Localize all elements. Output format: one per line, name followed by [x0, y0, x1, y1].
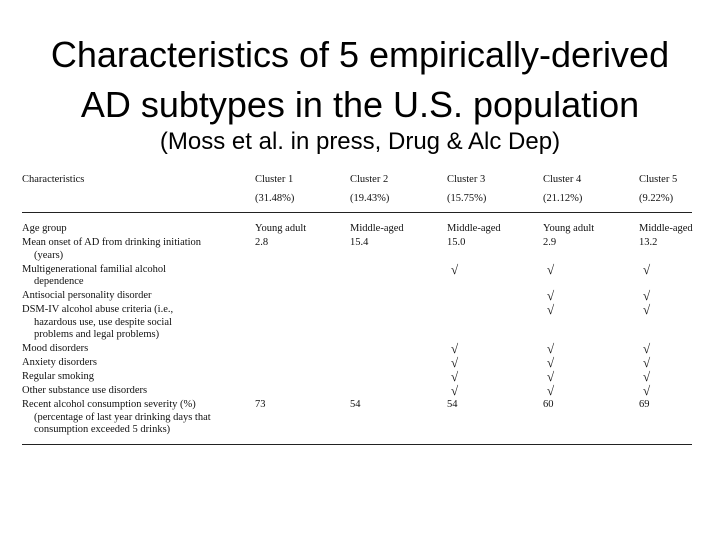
row-label: Other substance use disorders — [22, 385, 148, 396]
row-label: problems and legal problems) — [34, 329, 160, 340]
row-value: Young adult — [255, 223, 307, 234]
row-label: consumption exceeded 5 drinks) — [34, 424, 171, 435]
row-value: Middle-aged — [447, 223, 501, 234]
header-cluster-name: Cluster 3 — [447, 174, 486, 185]
row-label: DSM-IV alcohol abuse criteria (i.e., — [22, 304, 174, 315]
row-value: 15.0 — [447, 237, 466, 248]
row-value: 60 — [543, 399, 554, 410]
check-mark-icon: √ — [643, 288, 651, 303]
check-mark-icon: √ — [451, 383, 459, 398]
characteristics-table — [22, 160, 694, 530]
check-mark-icon: √ — [643, 302, 651, 317]
slide-title-line-1: Characteristics of 5 empirically-derived — [50, 34, 670, 75]
header-cluster-name: Cluster 2 — [350, 174, 389, 185]
row-label: (percentage of last year drinking days that — [34, 411, 211, 423]
header-characteristics: Characteristics — [22, 174, 85, 185]
check-mark-icon: √ — [643, 355, 651, 370]
row-label: dependence — [34, 276, 84, 287]
row-label: Anxiety disorders — [22, 357, 97, 368]
header-rule — [22, 212, 692, 213]
check-mark-icon: √ — [547, 261, 555, 277]
header-cluster-pct: (21.12%) — [543, 193, 583, 204]
row-label: hazardous use, use despite social — [34, 316, 172, 328]
header-cluster-name: Cluster 1 — [255, 174, 294, 185]
row-value: 54 — [350, 399, 361, 410]
row-value: 15.4 — [350, 237, 369, 248]
check-mark-icon: √ — [643, 341, 651, 356]
row-label: Antisocial personality disorder — [22, 290, 152, 301]
check-mark-icon: √ — [547, 341, 555, 356]
check-mark-icon: √ — [451, 369, 459, 384]
row-value: 13.2 — [639, 237, 658, 248]
check-mark-icon: √ — [547, 383, 555, 398]
row-label: Age group — [22, 223, 67, 234]
row-label: Multigenerational familial alcohol — [22, 263, 167, 275]
check-mark-icon: √ — [643, 261, 651, 277]
row-value: Middle-aged — [639, 223, 693, 234]
row-value: 54 — [447, 399, 458, 410]
slide-subtitle: (Moss et al. in press, Drug & Alc Dep) — [159, 128, 561, 155]
row-value: 2.8 — [255, 237, 269, 248]
row-value: Middle-aged — [350, 223, 404, 234]
check-mark-icon: √ — [451, 261, 459, 277]
row-value: Young adult — [543, 223, 595, 234]
header-cluster-pct: (31.48%) — [255, 193, 295, 204]
row-label: Mood disorders — [22, 343, 89, 354]
row-label: Regular smoking — [22, 371, 95, 382]
row-value: 69 — [639, 399, 650, 410]
header-cluster-pct: (19.43%) — [350, 193, 390, 204]
check-mark-icon: √ — [547, 288, 555, 303]
slide-title — [0, 30, 720, 130]
header-cluster-pct: (15.75%) — [447, 193, 487, 204]
row-label: Mean onset of AD from drinking initiation — [22, 237, 202, 248]
check-mark-icon: √ — [643, 369, 651, 384]
check-mark-icon: √ — [643, 383, 651, 398]
slide-title-line-2: AD subtypes in the U.S. population — [80, 84, 640, 125]
row-label: (years) — [34, 249, 64, 261]
row-value: 2.9 — [543, 237, 557, 248]
check-mark-icon: √ — [547, 302, 555, 317]
header-cluster-name: Cluster 4 — [543, 174, 582, 185]
check-mark-icon: √ — [547, 355, 555, 370]
check-mark-icon: √ — [451, 341, 459, 356]
row-label: Recent alcohol consumption severity (%) — [22, 399, 196, 410]
check-mark-icon: √ — [547, 369, 555, 384]
bottom-rule — [22, 444, 692, 445]
check-mark-icon: √ — [451, 355, 459, 370]
header-cluster-pct: (9.22%) — [639, 193, 674, 204]
row-value: 73 — [255, 399, 266, 410]
header-cluster-name: Cluster 5 — [639, 174, 678, 185]
